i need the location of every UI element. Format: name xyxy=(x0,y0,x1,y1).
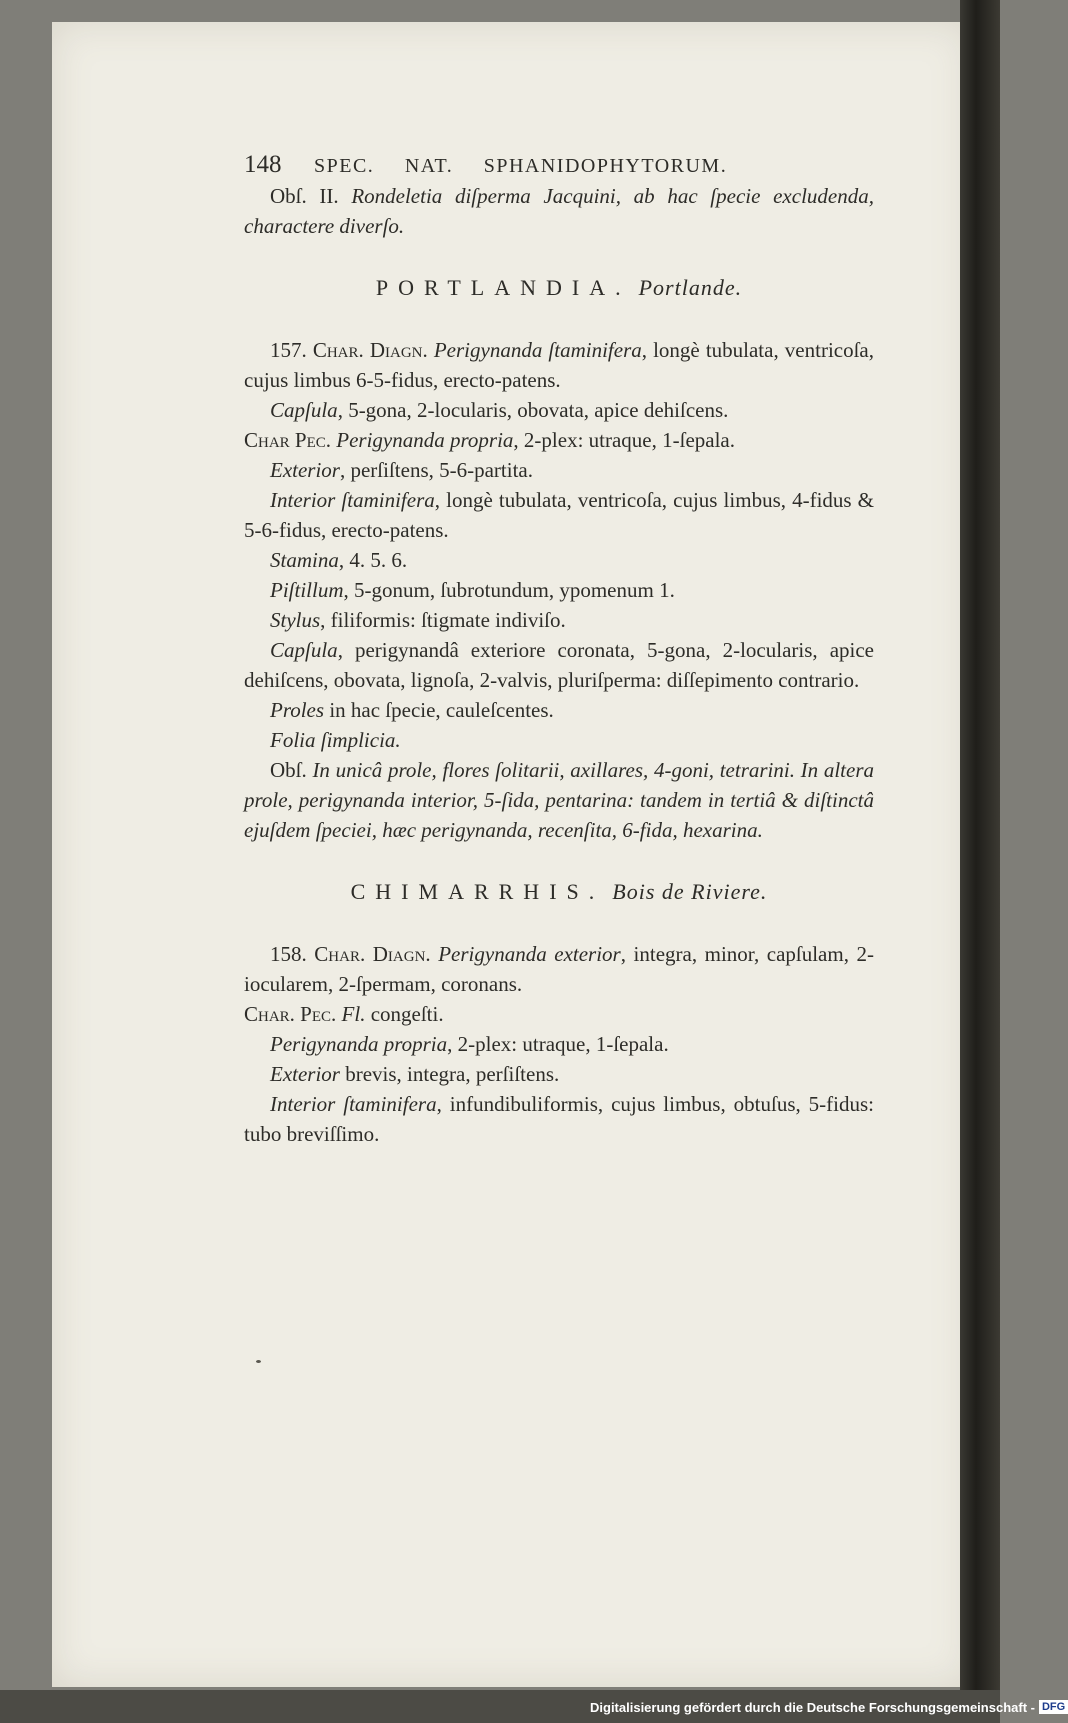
observation-paragraph: Obſ. II. Rondeletia diſperma Jacquini, ab hac ſpecie excludenda, charactere diverſo. xyxy=(244,184,874,238)
species-number: 158. xyxy=(270,942,315,966)
header-word: SPEC. xyxy=(314,155,375,177)
credit-text: Digitalisierung gefördert durch die Deutsche Forschungsgemeinschaft - xyxy=(590,1699,1035,1715)
genus-name: PORTLANDIA. xyxy=(375,275,631,300)
dfg-logo: DFG xyxy=(1039,1700,1068,1714)
page-text xyxy=(244,150,874,1149)
genus-heading xyxy=(244,273,874,303)
character-line: Stamina, 4. 5. 6. xyxy=(270,548,408,572)
character-line: Char. Pec. Fl. congeſti. xyxy=(244,1002,444,1026)
species-number: 157. xyxy=(270,338,313,362)
character-line: Proles in hac ſpecie, cauleſcentes. xyxy=(270,698,554,722)
observation-paragraph: Obſ. In unicâ prole, flores ſolitarii, axillares, 4-goni, tetrarini. In altera prole, perigynanda interior, 5-ſida, pentarina: tandem in tertiâ & diſtinctâ ejuſdem ſpeciei, hæc perigynanda, recenſita, 6-fida, hexarina. xyxy=(244,758,874,842)
ink-speck xyxy=(256,1360,261,1363)
genus-vernacular: Bois de Riviere. xyxy=(612,879,768,904)
header-word: NAT. xyxy=(404,155,454,177)
genus-vernacular: Portlande. xyxy=(638,275,743,300)
genus-heading xyxy=(244,877,874,907)
species-diagnosis: 158. Char. Diagn. Perigynanda exterior, integra, minor, capſulam, 2-iocularem, 2-ſpermam, coronans. xyxy=(244,942,874,996)
header-word: SPHANIDOPHYTORUM. xyxy=(483,155,728,177)
character-line: Interior ſtaminifera, longè tubulata, ventricoſa, cujus limbus, 4-fidus & 5-6-fidus, erecto-patens. xyxy=(244,488,874,542)
species-diagnosis: 157. Char. Diagn. Perigynanda ſtaminifera, longè tubulata, ventricoſa, cujus limbus 6-5-fidus, erecto-patens. xyxy=(244,338,875,392)
character-line: Capſula, 5-gona, 2-locularis, obovata, apice dehiſcens. xyxy=(270,398,729,422)
digitization-credit xyxy=(590,1697,1068,1717)
character-line: Capſula, perigynandâ exteriore coronata, 5-gona, 2-locularis, apice dehiſcens, obovata, lignoſa, 2-valvis, pluriſperma: diſſepimento contrario. xyxy=(244,638,874,692)
running-header xyxy=(244,150,874,181)
character-line: Stylus, filiformis: ſtigmate indiviſo. xyxy=(270,608,566,632)
character-line: Folia ſimplicia. xyxy=(270,728,401,752)
character-line: Perigynanda propria, 2-plex: utraque, 1-ſepala. xyxy=(270,1032,669,1056)
character-line: Piſtillum, 5-gonum, ſubrotundum, ypomenum 1. xyxy=(270,578,675,602)
character-line: Interior ſtaminifera, infundibuliformis, cujus limbus, obtuſus, 5-fidus: tubo breviſſimo. xyxy=(244,1092,874,1146)
page-number: 148 xyxy=(244,151,282,178)
scan-edge xyxy=(960,0,1000,1723)
character-line: Char Pec. Perigynanda propria, 2-plex: utraque, 1-ſepala. xyxy=(244,428,735,452)
character-line: Exterior brevis, integra, perſiſtens. xyxy=(270,1062,560,1086)
genus-name: CHIMARRHIS. xyxy=(350,879,605,904)
character-line: Exterior, perſiſtens, 5-6-partita. xyxy=(270,458,534,482)
